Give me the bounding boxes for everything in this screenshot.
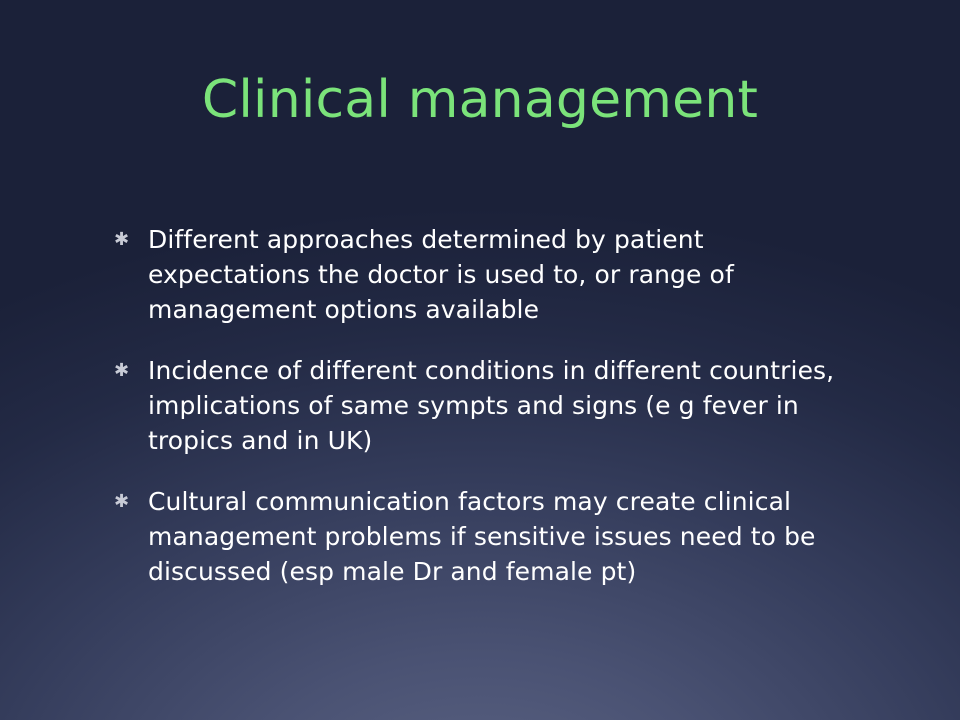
bullet-text: Incidence of different conditions in different countries, implications of same sympts and signs (e g fever in tropics and in UK) <box>148 356 835 455</box>
bullet-item <box>110 353 850 458</box>
slide-title: Clinical management <box>201 70 759 130</box>
asterisk-bullet-icon: ✱ <box>114 491 130 512</box>
bullet-item <box>110 484 850 589</box>
bullet-text: Cultural communication factors may create clinical management problems if sensitive issues need to be discussed (esp male Dr and female pt) <box>148 487 816 586</box>
bullet-text: Different approaches determined by patient expectations the doctor is used to, or range of management options available <box>148 225 734 324</box>
asterisk-bullet-icon: ✱ <box>114 360 130 381</box>
asterisk-bullet-icon: ✱ <box>114 229 130 250</box>
bullet-list <box>110 222 850 615</box>
bullet-item <box>110 222 850 327</box>
